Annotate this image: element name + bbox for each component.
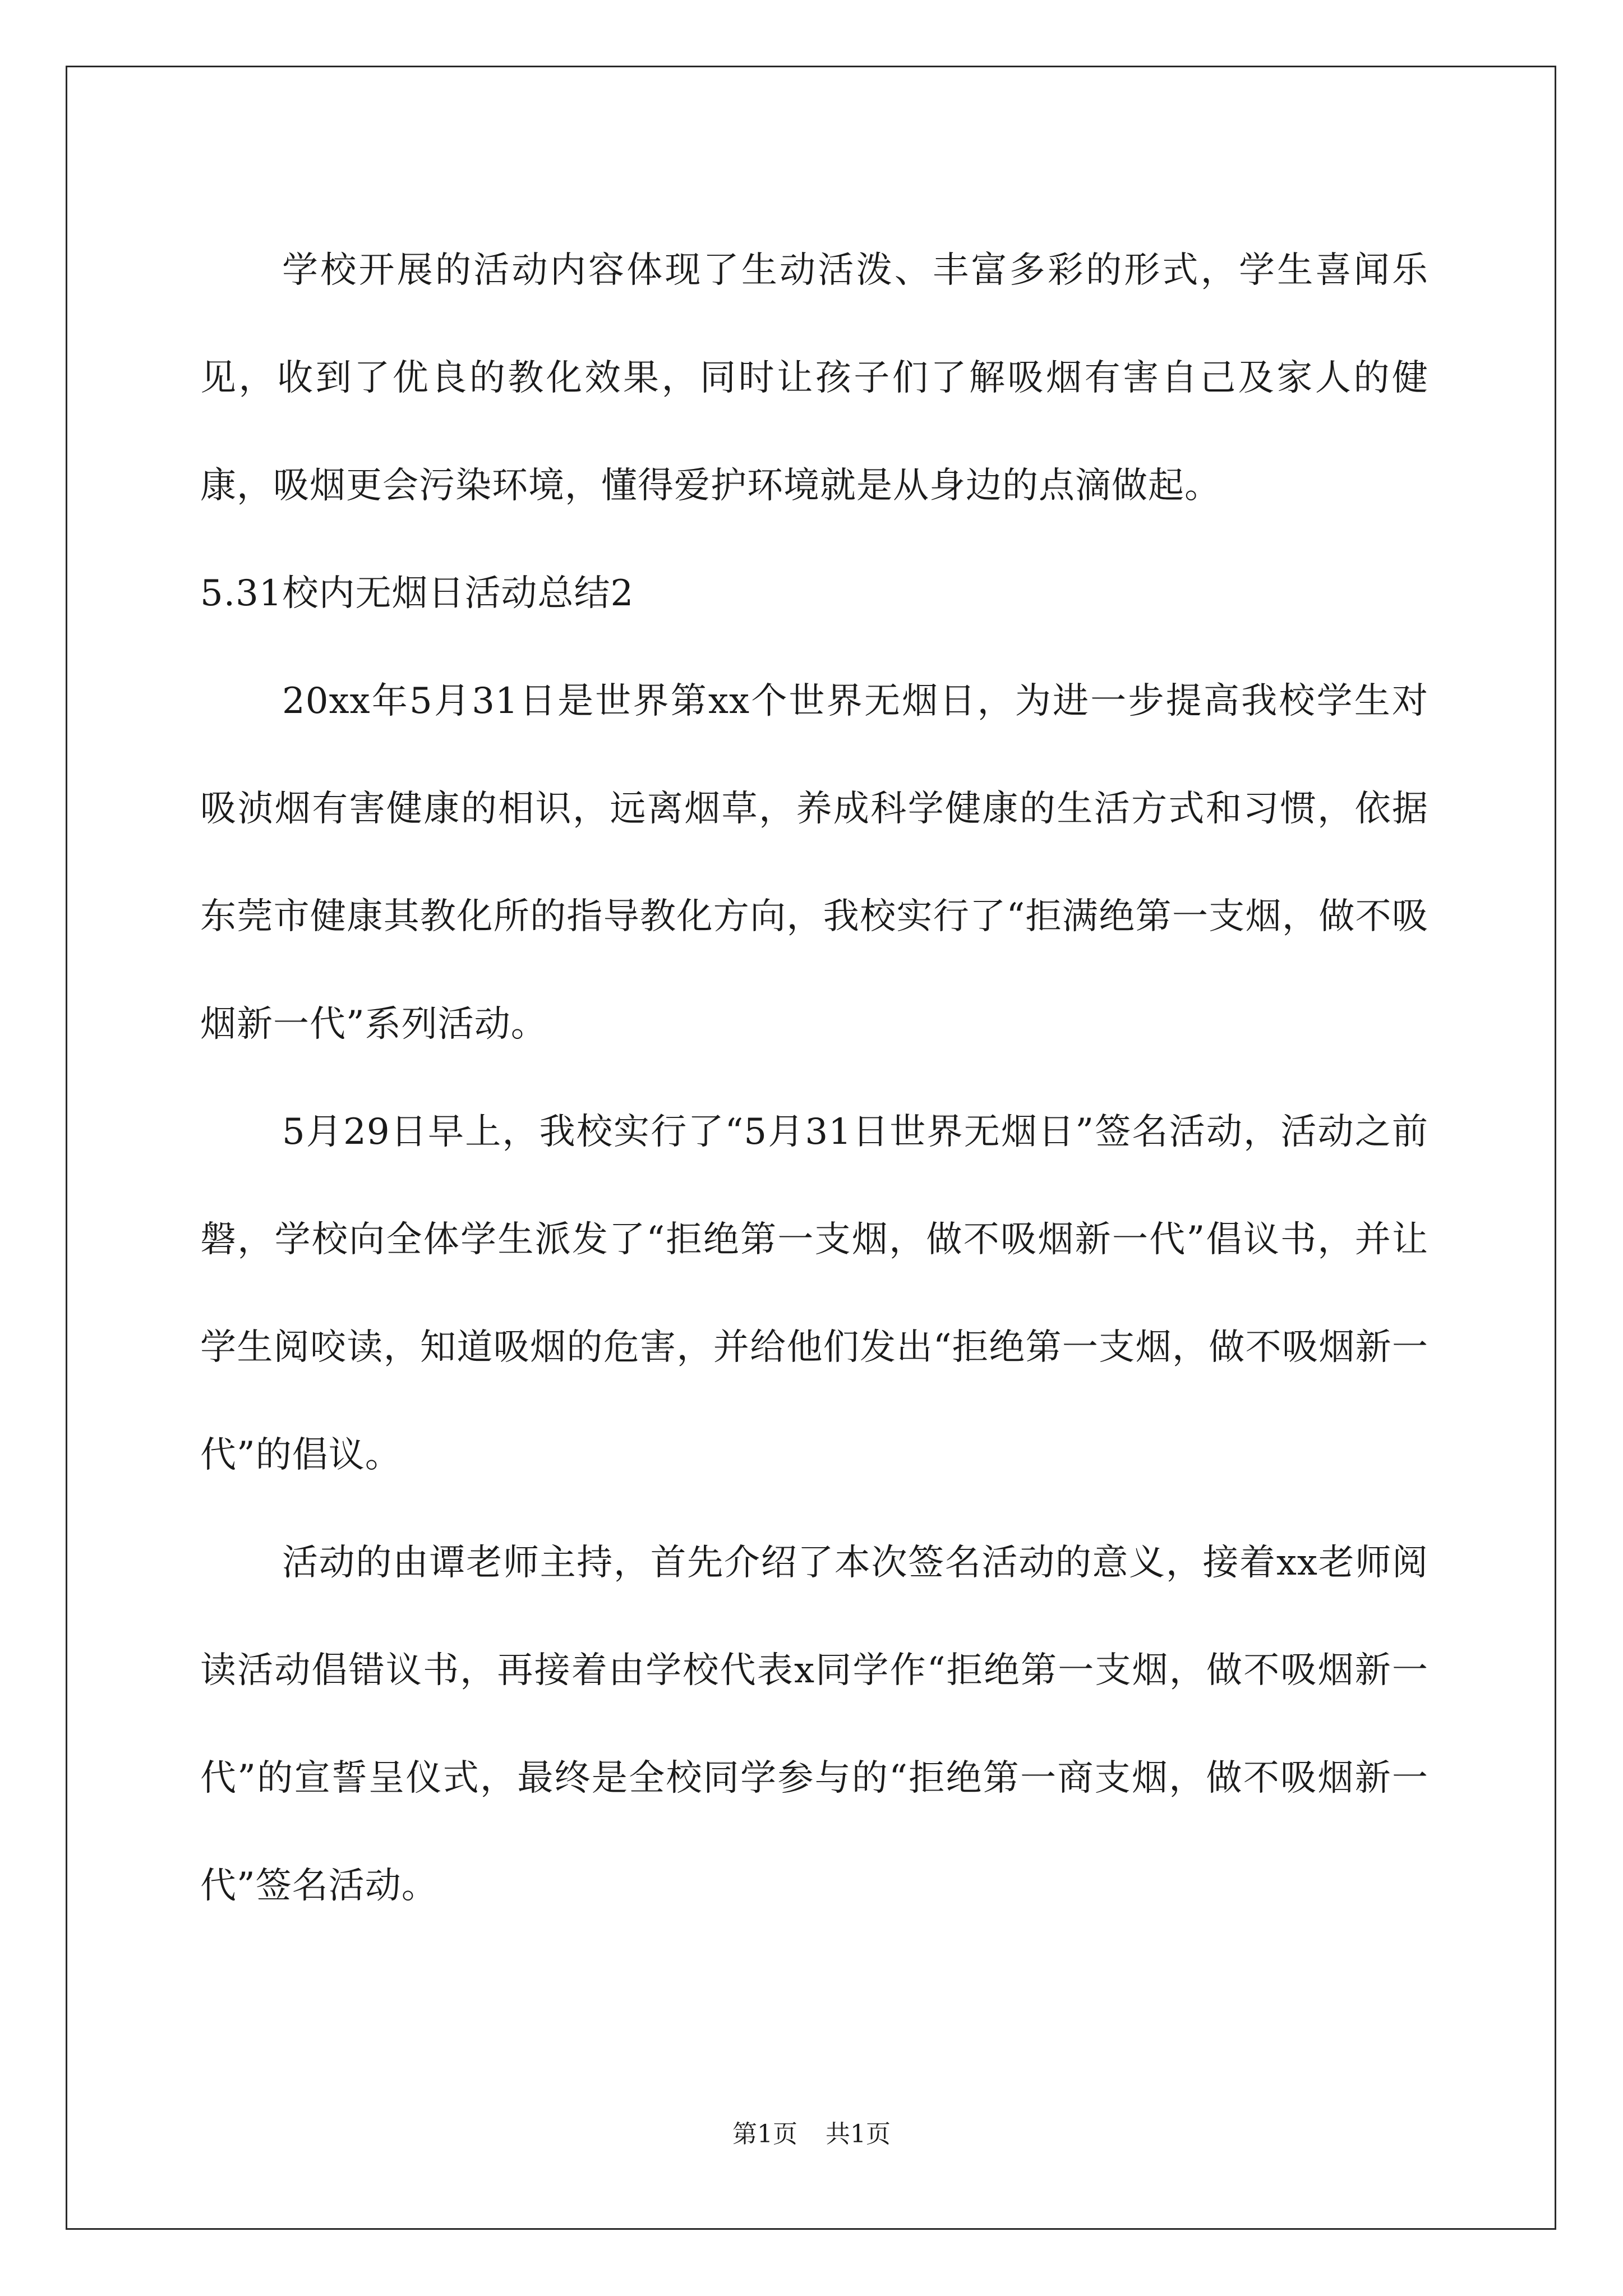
page-number-total: 共1页 [826, 2120, 891, 2148]
document-body [200, 217, 1428, 1940]
page-number-current: 第1页 [732, 2120, 797, 2148]
page-footer [0, 2118, 1623, 2151]
paragraph-2: 20xx年5月31日是世界第xx个世界无烟日，为进一步提高我校学生对吸浈烟有害健康的相识，远离烟草，养成科学健康的生活方式和习惯，依据东莞市健康其教化所的指导教化方向，我校实行了“拒满绝第一支烟，做不吸烟新一代”系列活动。 [200, 680, 1428, 1045]
section-heading: 5.31校内无烟日活动总结2 [200, 573, 634, 614]
paragraph-3: 5月29日早上，我校实行了“5月31日世界无烟日”签名活动，活动之前磐，学校向全体学生派发了“拒绝第一支烟，做不吸烟新一代”倡议书，并让学生阅咬读，知道吸烟的危害，并给他们发出“拒绝第一支烟，做不吸烟新一代”的倡议。 [200, 1111, 1428, 1476]
paragraph-4: 活动的由谭老师主持，首先介绍了本次签名活动的意义，接着xx老师阅读活动倡错议书，再接着由学校代表x同学作“拒绝第一支烟，做不吸烟新一代”的宣誓呈仪式，最终是全校同学参与的“拒绝第一商支烟，做不吸烟新一代”签名活动。 [200, 1542, 1428, 1907]
paragraph-1: 学校开展的活动内容体现了生动活泼、丰富多彩的形式，学生喜闻乐见，收到了优良的教化效果，同时让孩子们了解吸烟有害自己及家人的健康，吸烟更会污染环境，懂得爱护环境就是从身边的点滴做起。 [200, 250, 1428, 507]
